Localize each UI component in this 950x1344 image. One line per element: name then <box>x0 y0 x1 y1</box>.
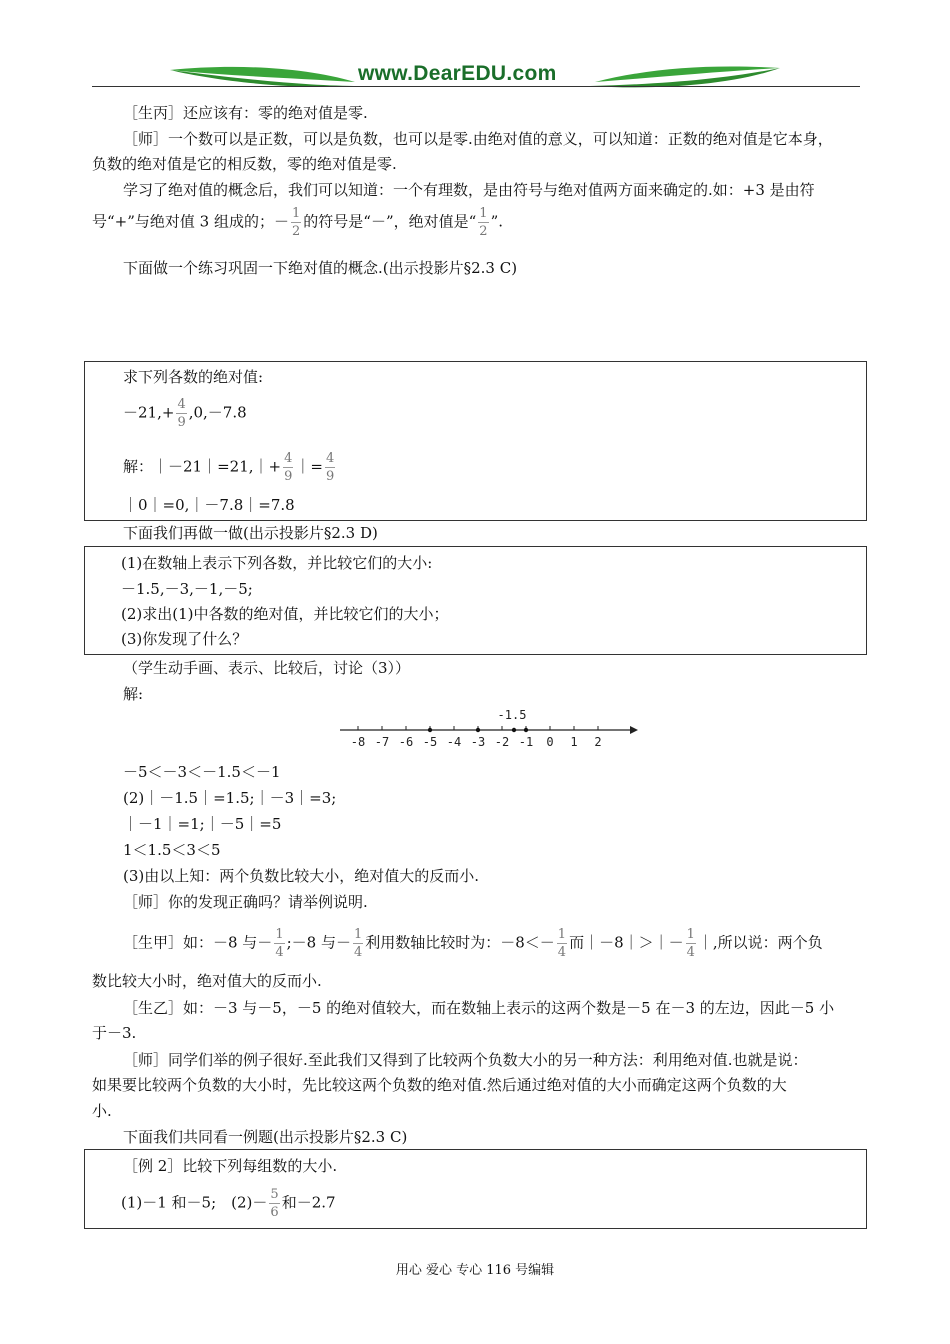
conclusion: (3)由以上知：两个负数比较大小，绝对值大的反而小. <box>123 867 480 885</box>
fraction-quarter: $\frac{1}{4}$ <box>353 927 363 960</box>
para-shengbing: ［生丙］还应该有：零的绝对值是零. <box>123 104 368 122</box>
number-line-point <box>524 728 528 732</box>
teacher-question: ［师］你的发现正确吗？请举例说明. <box>123 893 368 911</box>
para-concept-b: 号“+”与绝对值 3 组成的；－ $\frac{1}{2}$ 的符号是“－”，绝对值是“ $\frac{1}{2}$ ”. <box>92 206 504 239</box>
tick-label: -6 <box>398 735 414 749</box>
page-footer: 用心 爱心 专心 116 号编辑 <box>395 1263 555 1278</box>
box2-q3: (3)你发现了什么？ <box>121 630 248 648</box>
number-line-point <box>512 728 516 732</box>
fraction-four-ninths: $\frac{4}{9}$ <box>177 397 186 430</box>
number-line-point <box>476 728 480 732</box>
fraction-four-ninths: $\frac{4}{9}$ <box>284 451 293 484</box>
number-line-point <box>428 728 432 732</box>
fraction-quarter: $\frac{1}{4}$ <box>275 927 284 960</box>
tick-label: -3 <box>470 735 486 749</box>
fraction-quarter: $\frac{1}{4}$ <box>686 927 695 960</box>
tick-label: 2 <box>594 735 602 749</box>
para-example-intro: 下面我们共同看一例题(出示投影片§2.3 C) <box>123 1128 408 1146</box>
tick-label: 1 <box>570 735 578 749</box>
arrow-right-icon <box>630 726 638 734</box>
abs-values-1: (2)｜－1.5｜=1.5;｜－3｜=3; <box>123 789 337 807</box>
ordering-result: －5＜－3＜－1.5＜－1 <box>123 763 281 781</box>
teacher-summary-a: ［师］同学们举的例子很好.至此我们又得到了比较两个负数大小的另一种方法：利用绝对值.也就是说： <box>123 1051 808 1069</box>
student-yi-a: ［生乙］如：－3 与－5，－5 的绝对值较大，而在数轴上表示的这两个数是－5 在－3 的左边，因此－5 小 <box>123 999 835 1017</box>
para-shi-1b: 负数的绝对值是它的相反数，零的绝对值是零. <box>92 155 397 173</box>
tick-label: -4 <box>446 735 462 749</box>
tick-label: -5 <box>422 735 438 749</box>
student-jia-conclusion: 数比较大小时，绝对值大的反而小. <box>92 972 322 990</box>
number-line <box>330 702 650 752</box>
para-shi-1a: ［师］一个数可以是正数，可以是负数，也可以是零.由绝对值的意义，可以知道：正数的绝对值是它本身， <box>123 130 833 148</box>
teacher-summary-b: 如果要比较两个负数的大小时，先比较这两个负数的绝对值.然后通过绝对值的大小而确定这两个负数的大 <box>92 1076 787 1094</box>
box1-prompt: 求下列各数的绝对值: <box>123 368 264 386</box>
box1-solution-2: ｜0｜=0,｜－7.8｜=7.8 <box>123 496 295 514</box>
abs-ordering: 1＜1.5＜3＜5 <box>123 841 221 859</box>
example2-items: (1)－1 和－5; (2)－ $\frac{5}{6}$ 和－2.7 <box>121 1187 336 1220</box>
fraction-half: $\frac{1}{2}$ <box>479 206 488 239</box>
header-divider <box>92 86 860 87</box>
point-label: -1.5 <box>497 708 527 722</box>
tick-label: -1 <box>518 735 534 749</box>
para-exercise-intro: 下面做一个练习巩固一下绝对值的概念.(出示投影片§2.3 C) <box>123 259 518 277</box>
fraction-quarter: $\frac{1}{4}$ <box>557 927 567 960</box>
example2-title: ［例 2］比较下列每组数的大小. <box>123 1157 338 1175</box>
header-site-name[interactable]: www.DearEDU.com <box>358 62 557 85</box>
student-jia-example: ［生甲］如：－8 与－ $\frac{1}{4}$ ;－8 与－ $\frac{1}{4}$ 利用数轴比较时为：－8＜－ $\frac{1}{4}$ 而｜－8｜＞｜－ $\frac{1}{4}$ ｜,所以说：两个负 <box>123 927 823 960</box>
fraction-four-ninths: $\frac{4}{9}$ <box>325 451 335 484</box>
para-students-discuss: （学生动手画、表示、比较后，讨论（3）） <box>123 659 411 677</box>
abs-values-2: ｜－1｜=1;｜－5｜=5 <box>123 815 282 833</box>
para-solution-label: 解: <box>123 685 144 703</box>
teacher-summary-c: 小. <box>92 1102 112 1120</box>
box1-solution: 解：｜－21｜=21,｜+ $\frac{4}{9}$ ｜= $\frac{4}{9}$ <box>123 451 335 484</box>
box2-q2: (2)求出(1)中各数的绝对值，并比较它们的大小； <box>121 605 449 623</box>
box2-q1: (1)在数轴上表示下列各数，并比较它们的大小: <box>121 554 433 572</box>
para-concept-a: 学习了绝对值的概念后，我们可以知道：一个有理数，是由符号与绝对值两方面来确定的.如：+3 是由符 <box>123 181 815 199</box>
box1-numbers: －21,+ $\frac{4}{9}$ ,0,－7.8 <box>123 397 247 430</box>
tick-label: 0 <box>546 735 554 749</box>
box2-numbers: －1.5,－3,－1,－5; <box>121 580 253 598</box>
fraction-five-sixths: $\frac{5}{6}$ <box>270 1187 279 1220</box>
tick-label: -7 <box>374 735 390 749</box>
fraction-half: $\frac{1}{2}$ <box>292 206 301 239</box>
para-do-it: 下面我们再做一做(出示投影片§2.3 D) <box>123 524 378 542</box>
tick-label: -8 <box>350 735 366 749</box>
student-yi-b: 于－3. <box>92 1024 137 1042</box>
tick-label: -2 <box>494 735 510 749</box>
